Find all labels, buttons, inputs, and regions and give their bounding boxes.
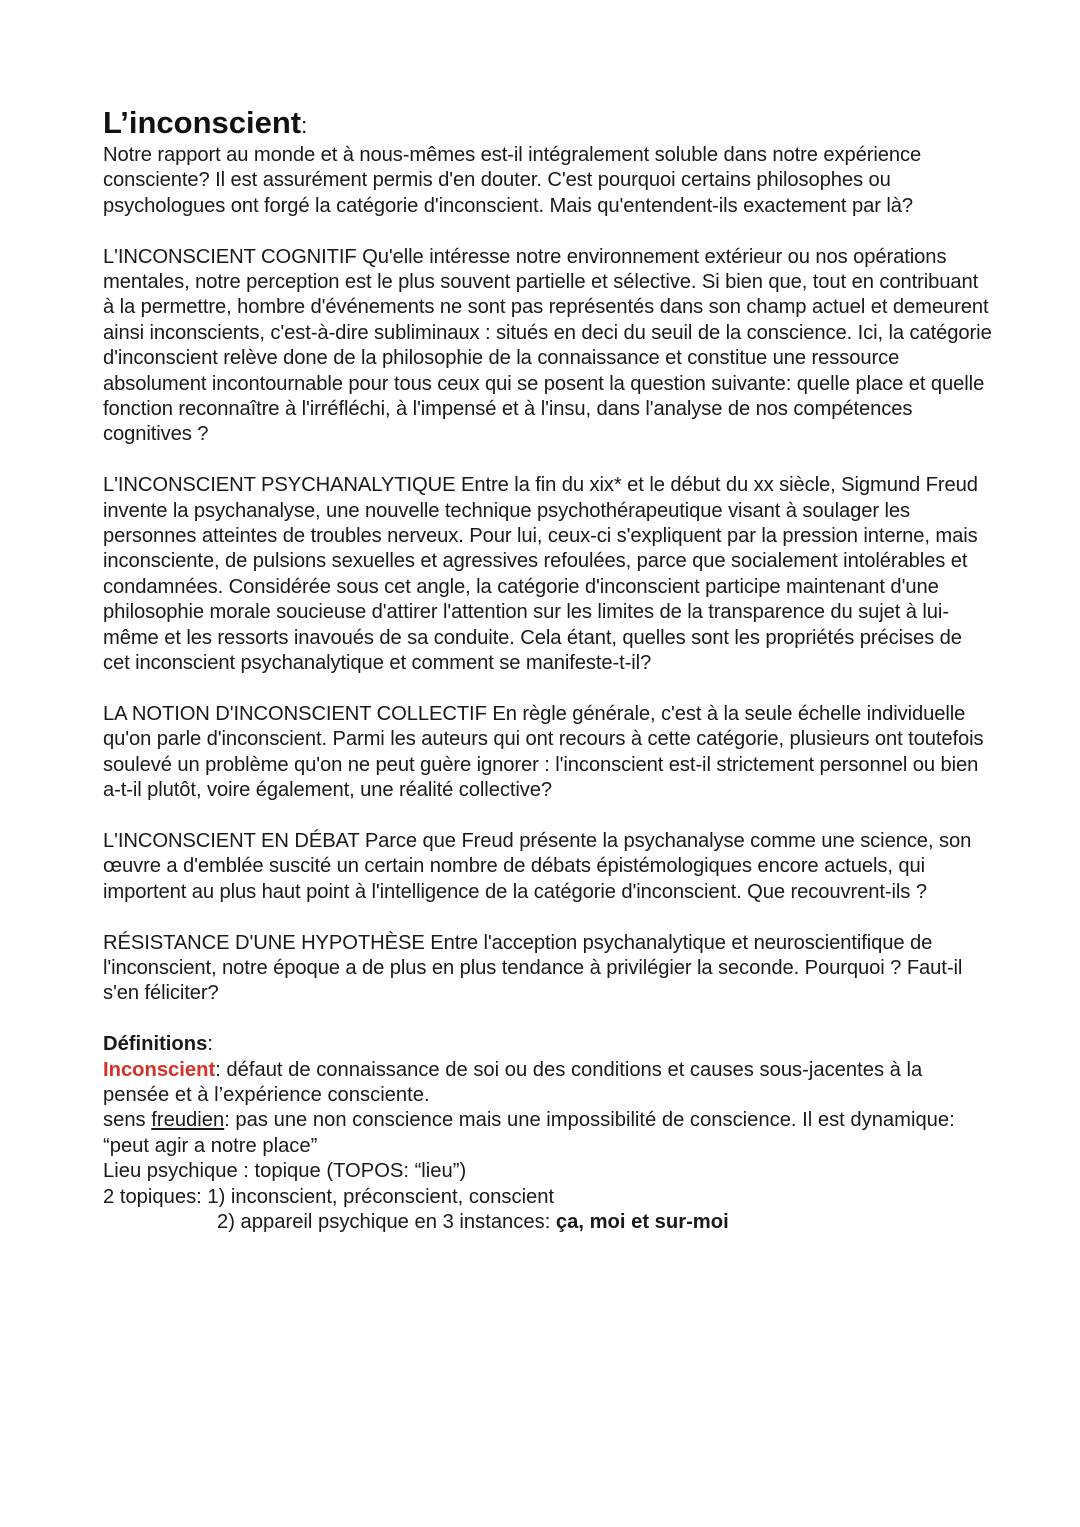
section-collective-unconscious: [103, 702, 993, 804]
section-hypothesis-resistance: [103, 931, 993, 1007]
definitions-heading-text: Définitions: [103, 1033, 208, 1056]
definition-term-colon: :: [215, 1058, 221, 1081]
section-heading: RÉSISTANCE D'UNE HYPOTHÈSE: [103, 931, 425, 954]
section-heading: L'INCONSCIENT COGNITIF: [103, 245, 357, 268]
title-text: L’inconscient: [103, 105, 302, 140]
definition-lieu-psychique: Lieu psychique : topique (TOPOS: “lieu”): [103, 1160, 467, 1183]
definition-topiques-1: 2 topiques: 1) inconscient, préconscient, conscient: [103, 1185, 555, 1208]
definition-inconscient: [103, 1058, 993, 1109]
section-heading: LA NOTION D'INCONSCIENT COLLECTIF: [103, 702, 487, 725]
section-text: Entre la fin du xix* et le début du xx siècle, Sigmund Freud invente la psychanalyse, une nouvelle technique psychothérapeutique visant à soulager les personnes atteintes de troubles nerveux. Pour lui, ceux-ci s'expliquent par la pression interne, mais inconsciente, de pulsions sexuelles et agressives refoulées, parce que socialement intolérables et condamnées. Considérée sous cet angle, la catégorie d'inconscient participe maintenant d'une philosophie morale soucieuse d'attirer l'attention sur les limites de la transparence du sujet à lui-même et les ressorts inavoués de sa conduite. Cela étant, quelles sont les propriétés précises de cet inconscient psychanalytique et comment se manifeste-t-il?: [103, 474, 978, 675]
definitions-heading-colon: :: [207, 1033, 213, 1056]
definitions-block: [103, 1032, 993, 1235]
section-text: En règle générale, c'est à la seule échelle individuelle qu'on parle d'inconscient. Parmi les auteurs qui ont recours à cette catégorie, plusieurs ont toutefois soulevé un problème qu'on ne peut guère ignorer : l'inconscient est-il strictement personnel ou bien a-t-il plutôt, voire également, une réalité collective?: [103, 702, 984, 802]
freudian-text: : pas une non conscience mais une impossibilité de conscience. Il est dynamique: “peut agir a notre place”: [103, 1109, 955, 1157]
section-psychoanalytic-unconscious: [103, 473, 993, 676]
definition-term: Inconscient: [103, 1058, 216, 1081]
section-text: Entre l'acception psychanalytique et neuroscientifique de l'inconscient, notre époque a de plus en plus tendance à privilégier la seconde. Pourquoi ? Faut-il s'en féliciter?: [103, 931, 963, 1005]
freudian-prefix: sens: [103, 1109, 152, 1132]
section-text: Parce que Freud présente la psychanalyse comme une science, son œuvre a d'emblée suscité un certain nombre de débats épistémologiques encore actuels, qui importent au plus haut point à l'intelligence de la catégorie d'inconscient. Que recouvrent-ils ?: [103, 829, 972, 903]
section-unconscious-debate: [103, 829, 993, 905]
definition-freudian-sense: [103, 1108, 993, 1159]
title-colon: :: [301, 113, 308, 138]
definition-text: défaut de connaissance de soi ou des conditions et causes sous-jacentes à la pensée et à l’expérience consciente.: [103, 1058, 923, 1106]
intro-paragraph: Notre rapport au monde et à nous-mêmes est-il intégralement soluble dans notre expérience consciente? Il est assurément permis d'en douter. C'est pourquoi certains philosophes ou psychologues ont forgé la catégorie d'inconscient. Mais qu'entendent-ils exactement par là?: [103, 144, 922, 217]
document-page: [103, 104, 993, 1235]
section-heading: L'INCONSCIENT EN DÉBAT: [103, 829, 360, 852]
section-text: Qu'elle intéresse notre environnement extérieur ou nos opérations mentales, notre perception est le plus souvent partielle et sélective. Si bien que, tout en contribuant à la permettre, hombre d'événements ne sont pas représentés dans son champ actuel et demeurent ainsi inconscients, c'est-à-dire subliminaux : situés en deci du seuil de la conscience. Ici, la catégorie d'inconscient relève done de la philosophie de la connaissance et constitue une ressource absolument incontournable pour tous ceux qui se posent la question suivante: quelle place et quelle fonction reconnaître à l'irréfléchi, à l'impensé et à l'insu, dans l'analyse de nos compétences cognitives ?: [103, 245, 992, 446]
section-heading: L'INCONSCIENT PSYCHANALYTIQUE: [103, 474, 456, 497]
freudian-word: freudien: [151, 1109, 225, 1132]
topiques-2-instances: ça, moi et sur-moi: [555, 1210, 729, 1233]
document-title: [103, 104, 993, 145]
definitions-heading: [103, 1032, 993, 1057]
definition-topiques-2: [103, 1210, 993, 1235]
topiques-2-prefix: 2) appareil psychique en 3 instances:: [217, 1210, 556, 1233]
section-cognitive-unconscious: [103, 245, 993, 448]
